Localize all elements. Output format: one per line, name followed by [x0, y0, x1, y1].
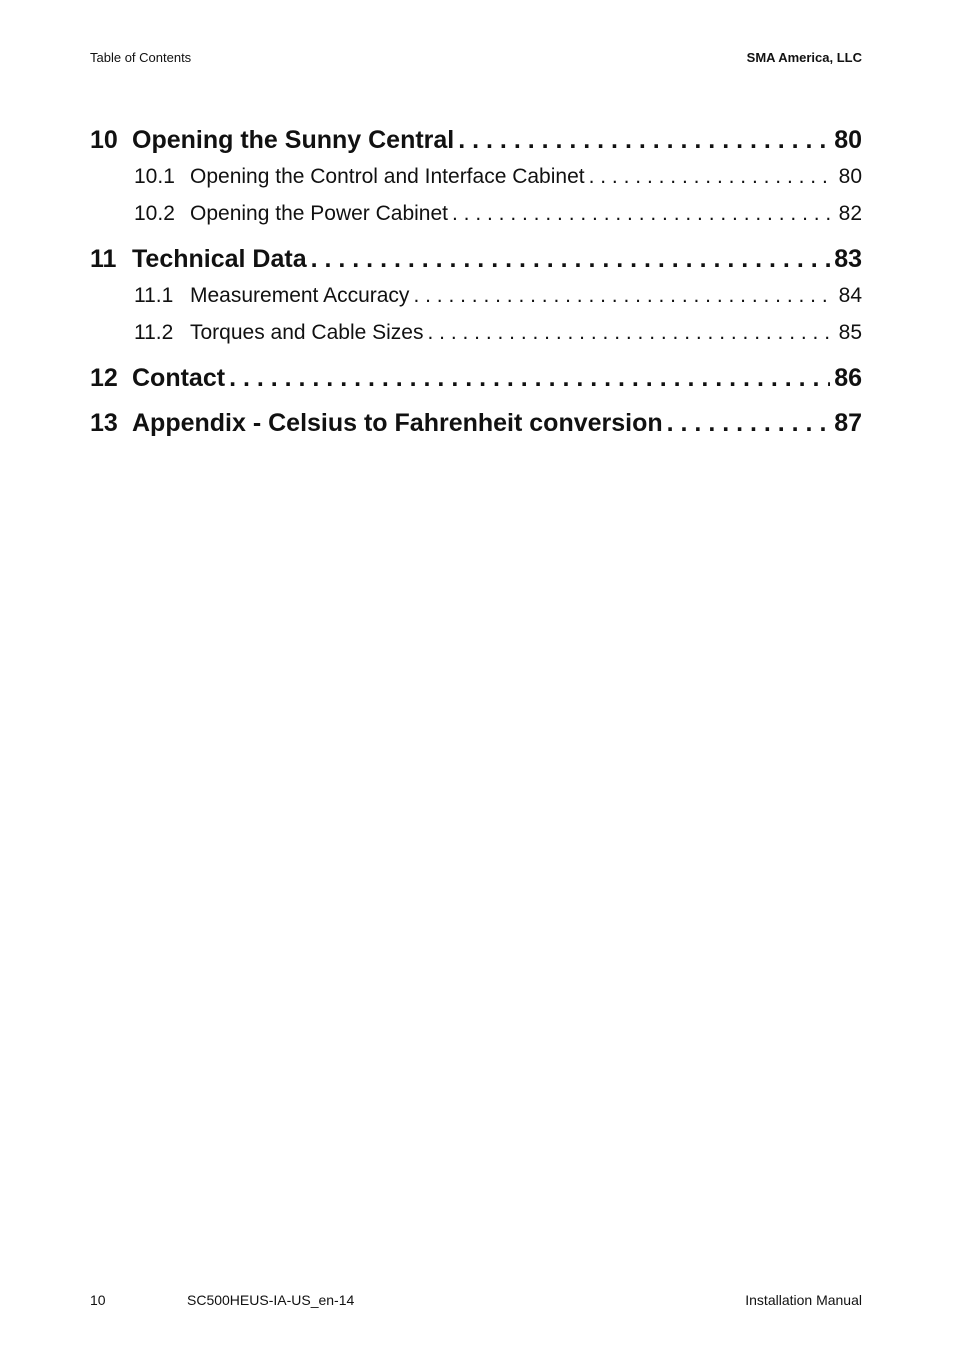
footer-document-id: SC500HEUS-IA-US_en-14 [187, 1292, 355, 1308]
dot-leader [311, 241, 831, 277]
toc-entry-page: 80 [838, 165, 862, 188]
toc-entry-number: 12 [90, 364, 118, 392]
toc-entry-title: Technical Data [132, 245, 307, 273]
toc-entry-page: 84 [838, 284, 862, 307]
table-of-contents [90, 122, 862, 441]
footer-page-number: 10 [90, 1292, 106, 1308]
toc-entry-title: Appendix - Celsius to Fahrenheit conversion [132, 409, 663, 437]
running-header-left: Table of Contents [90, 50, 192, 65]
running-header-right: SMA America, LLC [746, 50, 862, 65]
dot-leader [229, 360, 830, 396]
toc-entry-chapter-10[interactable] [90, 122, 862, 158]
toc-entry-title: Opening the Control and Interface Cabinet [190, 165, 585, 188]
dot-leader [427, 314, 834, 351]
toc-entry-number: 11 [90, 245, 117, 273]
toc-entry-page: 82 [838, 202, 862, 225]
toc-entry-chapter-12[interactable] [90, 360, 862, 396]
toc-entry-section-10-1[interactable] [90, 158, 862, 195]
toc-entry-title: Contact [132, 364, 226, 392]
toc-entry-title: Measurement Accuracy [190, 284, 410, 307]
toc-entry-title: Torques and Cable Sizes [190, 321, 424, 344]
dot-leader [589, 158, 835, 195]
toc-entry-number: 10.2 [134, 202, 175, 225]
dot-leader [452, 195, 835, 232]
toc-entry-chapter-13[interactable] [90, 405, 862, 441]
toc-entry-title: Opening the Power Cabinet [190, 202, 448, 225]
toc-entry-page: 80 [834, 126, 862, 154]
dot-leader [458, 122, 830, 158]
toc-entry-page: 85 [838, 321, 862, 344]
toc-entry-section-10-2[interactable] [90, 195, 862, 232]
toc-entry-number: 11.1 [134, 284, 174, 307]
toc-entry-section-11-1[interactable] [90, 277, 862, 314]
dot-leader [413, 277, 834, 314]
toc-entry-chapter-11[interactable] [90, 241, 862, 277]
toc-entry-page: 87 [834, 409, 862, 437]
footer-document-type: Installation Manual [745, 1292, 862, 1308]
toc-entry-page: 83 [834, 245, 862, 273]
toc-entry-page: 86 [834, 364, 862, 392]
toc-entry-number: 10.1 [134, 165, 175, 188]
toc-entry-title: Opening the Sunny Central [132, 126, 455, 154]
dot-leader [667, 405, 831, 441]
toc-entry-number: 13 [90, 409, 118, 437]
toc-entry-section-11-2[interactable] [90, 314, 862, 351]
toc-entry-number: 11.2 [134, 321, 174, 344]
toc-entry-number: 10 [90, 126, 118, 154]
